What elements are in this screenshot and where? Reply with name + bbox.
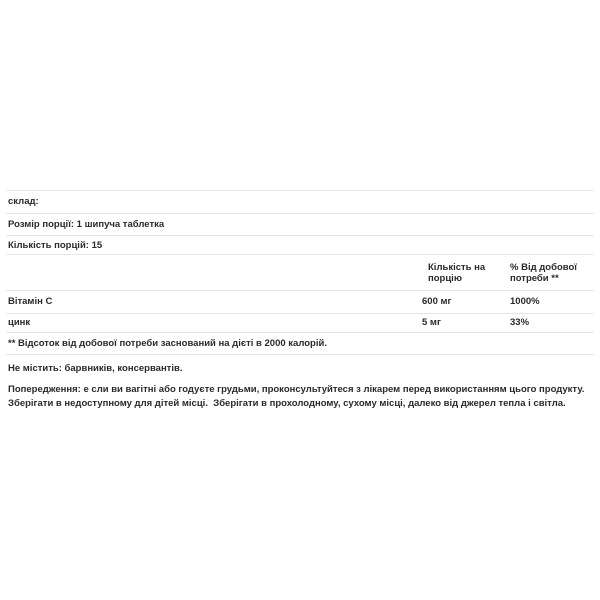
warning-line-2: Зберігати в недоступному для дітей місці. Зберігати в прохолодному, сухому місці, далеко від джерел тепла і світла. bbox=[8, 398, 566, 409]
header-amount: Кількість на порцію bbox=[428, 261, 486, 284]
footnote-row bbox=[6, 333, 594, 356]
servings-count: Кількість порцій: 15 bbox=[8, 239, 103, 251]
nutrient-dv: 1000% bbox=[510, 296, 540, 308]
nutrient-dv: 33% bbox=[510, 317, 530, 328]
nutrient-amount: 600 мг bbox=[422, 296, 452, 308]
footnote: ** Відсоток від добової потреби заснований на дієті в 2000 калорій. bbox=[8, 337, 327, 349]
supplement-facts-table bbox=[6, 190, 594, 355]
servings-count-row bbox=[6, 236, 594, 255]
serving-size: Розмір порції: 1 шипуча таблетка bbox=[8, 218, 165, 230]
free-from-note: Не містить: барвників, консервантів. bbox=[8, 363, 183, 374]
nutrient-name: цинк bbox=[8, 317, 31, 328]
serving-size-row bbox=[6, 214, 594, 237]
nutrient-amount: 5 мг bbox=[422, 317, 441, 328]
nutrient-name: Вітамін C bbox=[8, 296, 53, 308]
header-daily-value: % Від добової потреби ** bbox=[510, 261, 577, 284]
table-row bbox=[6, 291, 594, 314]
table-row bbox=[6, 314, 594, 333]
composition-label: склад: bbox=[8, 196, 39, 208]
table-header-row bbox=[6, 255, 594, 291]
warning-line-1: Попередження: е сли ви вагітні або годуєте грудьми, проконсультуйтеся з лікарем перед використанням цього продукту. bbox=[8, 384, 585, 395]
composition-row bbox=[6, 191, 594, 214]
